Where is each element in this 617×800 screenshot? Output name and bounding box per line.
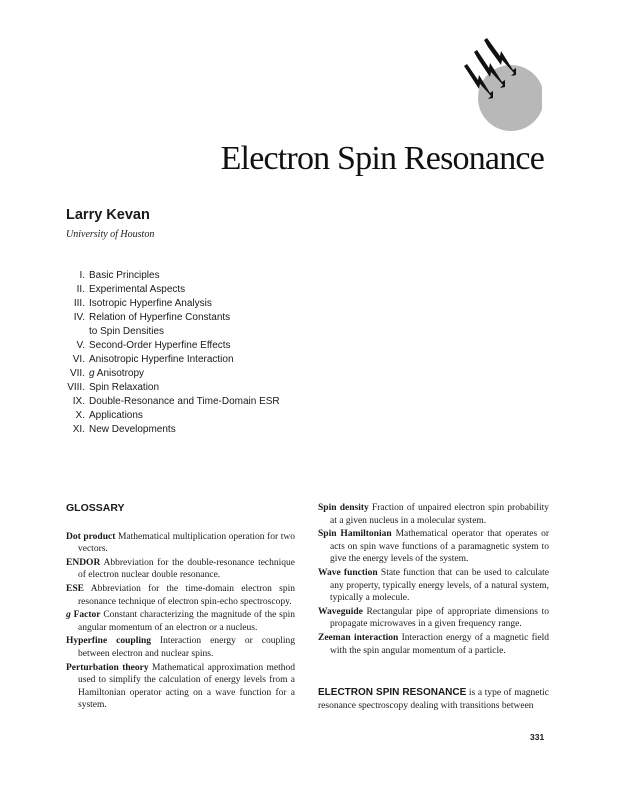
glossary-entry: [66, 583, 295, 608]
toc-number: VI.: [72, 354, 85, 365]
table-of-contents: [52, 269, 280, 437]
toc-number: IV.: [73, 312, 85, 323]
glossary-heading: GLOSSARY: [66, 502, 125, 514]
glossary-entry: [318, 632, 549, 657]
glossary-entry: [66, 531, 295, 556]
toc-item[interactable]: [52, 311, 280, 339]
glossary-term: ENDOR: [66, 557, 101, 568]
glossary-term: Wave function: [318, 567, 378, 578]
glossary-term: Zeeman interaction: [318, 632, 399, 643]
toc-label: Anisotropic Hyperfine Interaction: [89, 354, 234, 365]
glossary-term: Spin Hamiltonian: [318, 529, 392, 540]
toc-item[interactable]: [52, 283, 280, 297]
glossary-entry: [318, 528, 549, 566]
toc-number: XI.: [72, 424, 85, 435]
toc-number: III.: [73, 298, 85, 309]
toc-number: VII.: [69, 368, 85, 379]
toc-label: Relation of Hyperfine Constants to Spin Densities: [89, 312, 231, 337]
glossary-definition: Abbreviation for the double-resonance technique of electron nuclear double resonance.: [78, 557, 295, 581]
glossary-entry: [318, 567, 549, 605]
glossary-term: ESE: [66, 583, 84, 594]
glossary-term: g Factor: [66, 610, 101, 621]
toc-number: IX.: [72, 396, 85, 407]
toc-number: I.: [79, 270, 85, 281]
glossary-left-column: [66, 502, 295, 713]
toc-label: g Anisotropy: [89, 368, 145, 379]
glossary-definition: Rectangular pipe of appropriate dimensions to propagate microwaves in a given frequency range.: [330, 606, 549, 630]
glossary-term: Hyperfine coupling: [66, 636, 152, 647]
glossary-definition: Interaction energy of a magnetic field with the spin angular momentum of a particle.: [330, 632, 550, 656]
toc-item[interactable]: [52, 269, 280, 283]
author-affiliation: University of Houston: [66, 229, 155, 240]
glossary-entry: [318, 502, 549, 527]
intro-lead: ELECTRON SPIN RESONANCE: [318, 687, 467, 699]
toc-item[interactable]: [52, 339, 280, 353]
page-number: 331: [530, 732, 545, 742]
glossary-definition: Interaction energy or coupling between electron and nuclear spins.: [78, 636, 295, 659]
intro-paragraph: [318, 687, 549, 712]
glossary-definition: Mathematical multiplication operation for two vectors.: [78, 531, 295, 555]
toc-label: Spin Relaxation: [89, 382, 160, 393]
glossary-definition: Mathematical operator that operates or acts on spin wave functions of a paramagnetic system to give the energy levels of the system.: [330, 529, 550, 565]
glossary-definition: Fraction of unpaired electron spin probability at a given nucleus in a molecular system.: [330, 503, 549, 526]
toc-number: X.: [75, 410, 85, 421]
toc-label: New Developments: [89, 424, 176, 435]
article-title: Electron Spin Resonance: [220, 140, 544, 177]
toc-item[interactable]: [52, 353, 280, 367]
logo-circle: [478, 65, 542, 131]
glossary-entry: [66, 557, 295, 582]
glossary-term: Dot product: [66, 531, 116, 542]
toc-item[interactable]: [52, 395, 280, 409]
glossary-definition: State function that can be used to calculate any property, typically energy levels, of a natural system, typically a molecule.: [330, 567, 550, 604]
glossary-term: Perturbation theory: [66, 662, 149, 673]
toc-label: Basic Principles: [89, 270, 160, 281]
toc-number: VIII.: [67, 382, 85, 393]
intro-text: is a type of magnetic resonance spectroscopy dealing with transitions between: [318, 688, 550, 711]
toc-item[interactable]: [52, 297, 280, 311]
toc-label: Applications: [89, 410, 143, 421]
toc-item[interactable]: [52, 367, 280, 381]
glossary-entry: [66, 635, 295, 660]
toc-number: II.: [76, 284, 85, 295]
glossary-entry: [66, 609, 295, 634]
encyclopedia-logo: [462, 38, 542, 133]
glossary-term: Spin density: [318, 503, 369, 513]
glossary-definition: Abbreviation for the time-domain electron spin resonance technique of electron spin-echo spectroscopy.: [78, 583, 296, 607]
toc-item[interactable]: [52, 409, 280, 423]
glossary-definition: Constant characterizing the magnitude of the spin angular momentum of an electron or a nucleus.: [78, 610, 296, 633]
toc-item[interactable]: [52, 423, 280, 437]
glossary-term: Waveguide: [318, 606, 363, 617]
toc-label: Isotropic Hyperfine Analysis: [89, 298, 212, 309]
author-name: Larry Kevan: [66, 207, 150, 223]
glossary-definition: Mathematical approximation method used to simplify the calculation of energy levels from a Hamiltonian operator acting on a wave function for a system.: [78, 662, 295, 711]
toc-label: Experimental Aspects: [89, 284, 186, 295]
glossary-entry: [66, 662, 295, 712]
toc-number: V.: [76, 340, 85, 351]
glossary-entry: [318, 606, 549, 631]
toc-item[interactable]: [52, 381, 280, 395]
toc-label: Second-Order Hyperfine Effects: [89, 340, 231, 351]
glossary-right-column: [318, 502, 549, 722]
toc-label: Double-Resonance and Time-Domain ESR: [89, 396, 280, 407]
